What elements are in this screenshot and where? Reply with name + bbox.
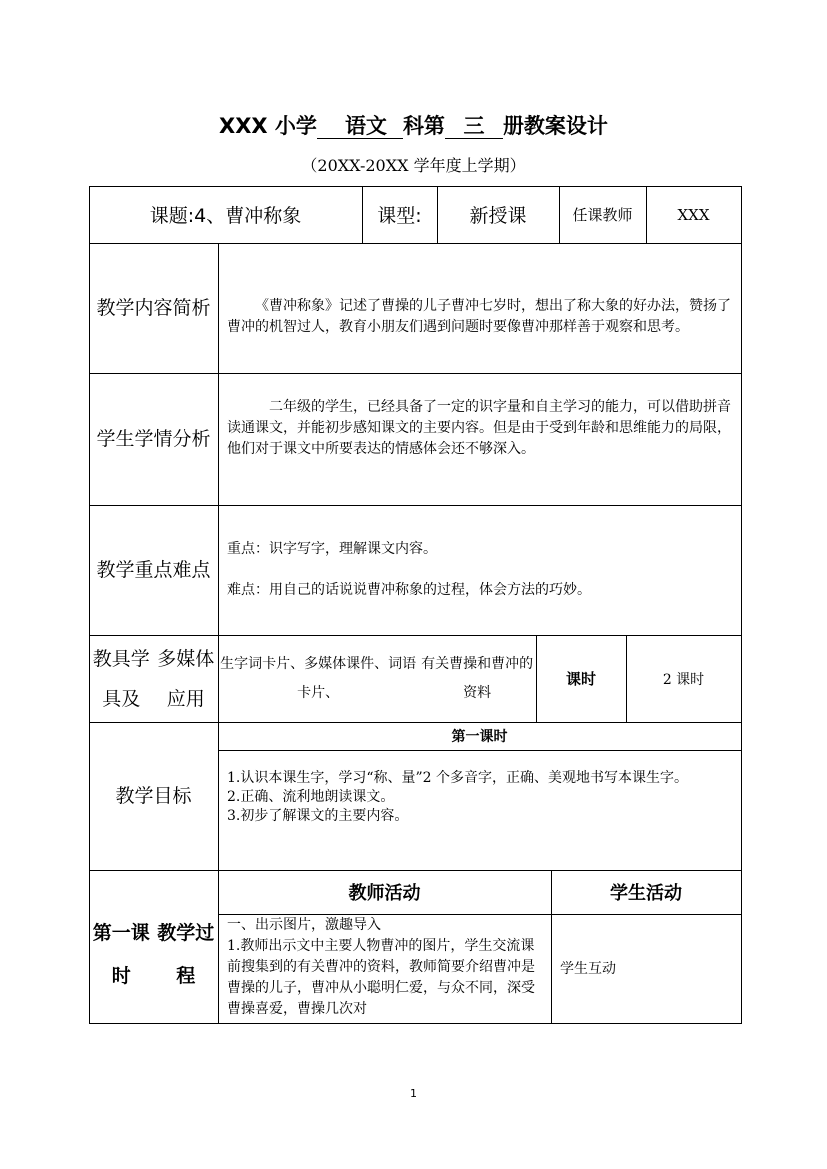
teacher-label <box>559 186 646 243</box>
goals-period: 第一课时 <box>451 729 508 745</box>
tools-line1: 生字词卡片、多媒体课件、词语卡片、 <box>220 655 417 701</box>
process-label: 第一课时 教学过程 <box>92 921 215 987</box>
goals-list <box>218 769 741 826</box>
tools-line2: 有关曹操和曹冲的资料 <box>421 655 534 701</box>
keypoints-label: 教学 重点 难点 <box>96 559 211 581</box>
lesson-plan-table <box>89 186 742 1024</box>
student-activity-header: 学生活动 <box>610 883 682 904</box>
grade-blank: 三 <box>445 114 503 139</box>
teacher-label-line2: 教师 <box>602 205 633 224</box>
process-section-title: 一、出示图片，激趣导入 <box>227 917 381 933</box>
student-activity-text: 学生互动 <box>560 961 616 977</box>
tools-list <box>218 635 536 722</box>
title-mid: 科第 <box>402 114 445 138</box>
student-analysis-label: 学生 学情 分析 <box>96 427 211 450</box>
hours-label: 课时 <box>565 670 596 688</box>
hours-value: 2 课时 <box>662 671 705 688</box>
lesson-type-value: 新授课 <box>469 205 527 227</box>
goal-item: 3.初步了解课文的主要内容。 <box>227 808 409 824</box>
lesson-topic: 课题:4、曹冲称象 <box>149 205 302 227</box>
subject-blank: 语文 <box>317 114 403 139</box>
teacher-activity-header: 教师活动 <box>348 883 421 904</box>
teacher-activity <box>218 915 551 1023</box>
goal-item: 1.认识本课生字，学习“称、量”2 个多音字，正确、美观地书写本课生字。 <box>227 770 689 786</box>
tools-label: 教具学具及 多媒体应用 <box>92 647 215 710</box>
school-name: XXX 小学 <box>219 114 317 138</box>
content-summary: 《曹冲称象》记述了曹操的儿子曹冲七岁时，想出了称大象的好办法，赞扬了曹冲的机智过人，教育小朋友们遇到问题时要像曹冲那样善于观察和思考。 <box>227 298 731 335</box>
lesson-type-label: 课型: <box>377 205 422 227</box>
teacher-name: XXX <box>677 205 710 224</box>
teacher-label-line1: 任课 <box>572 205 603 224</box>
school-year: （20XX-20XX 学年度上学期） <box>301 156 526 175</box>
goal-item: 2.正确、流利地朗读课文。 <box>227 789 395 805</box>
page-number: 1 <box>410 1087 417 1100</box>
key-point: 重点：识字写字，理解课文内容。 <box>227 541 437 557</box>
goals-label: 教学 目标 <box>115 785 192 807</box>
document-title <box>0 110 827 140</box>
content-label: 教学 内容 简析 <box>96 297 211 319</box>
teacher-activity-text: 1.教师出示文中主要人物曹冲的图片，学生交流课前搜集到的有关曹冲的资料，教师简要介绍曹冲是曹操的儿子，曹冲从小聪明仁爱，与众不同，深受曹操喜爱，曹操几次对 <box>227 938 535 1017</box>
difficult-point: 难点：用自己的话说说曹冲称象的过程，体会方法的巧妙。 <box>227 582 591 598</box>
student-analysis-text: 二年级的学生，已经具备了一定的识字量和自主学习的能力，可以借助拼音读通课文，并能初步感知课文的主要内容。但是由于受到年龄和思维能力的局限，他们对于课文中所要表达的情感体会还不够深入。 <box>227 399 731 457</box>
title-suffix: 册教案设计 <box>502 114 608 138</box>
